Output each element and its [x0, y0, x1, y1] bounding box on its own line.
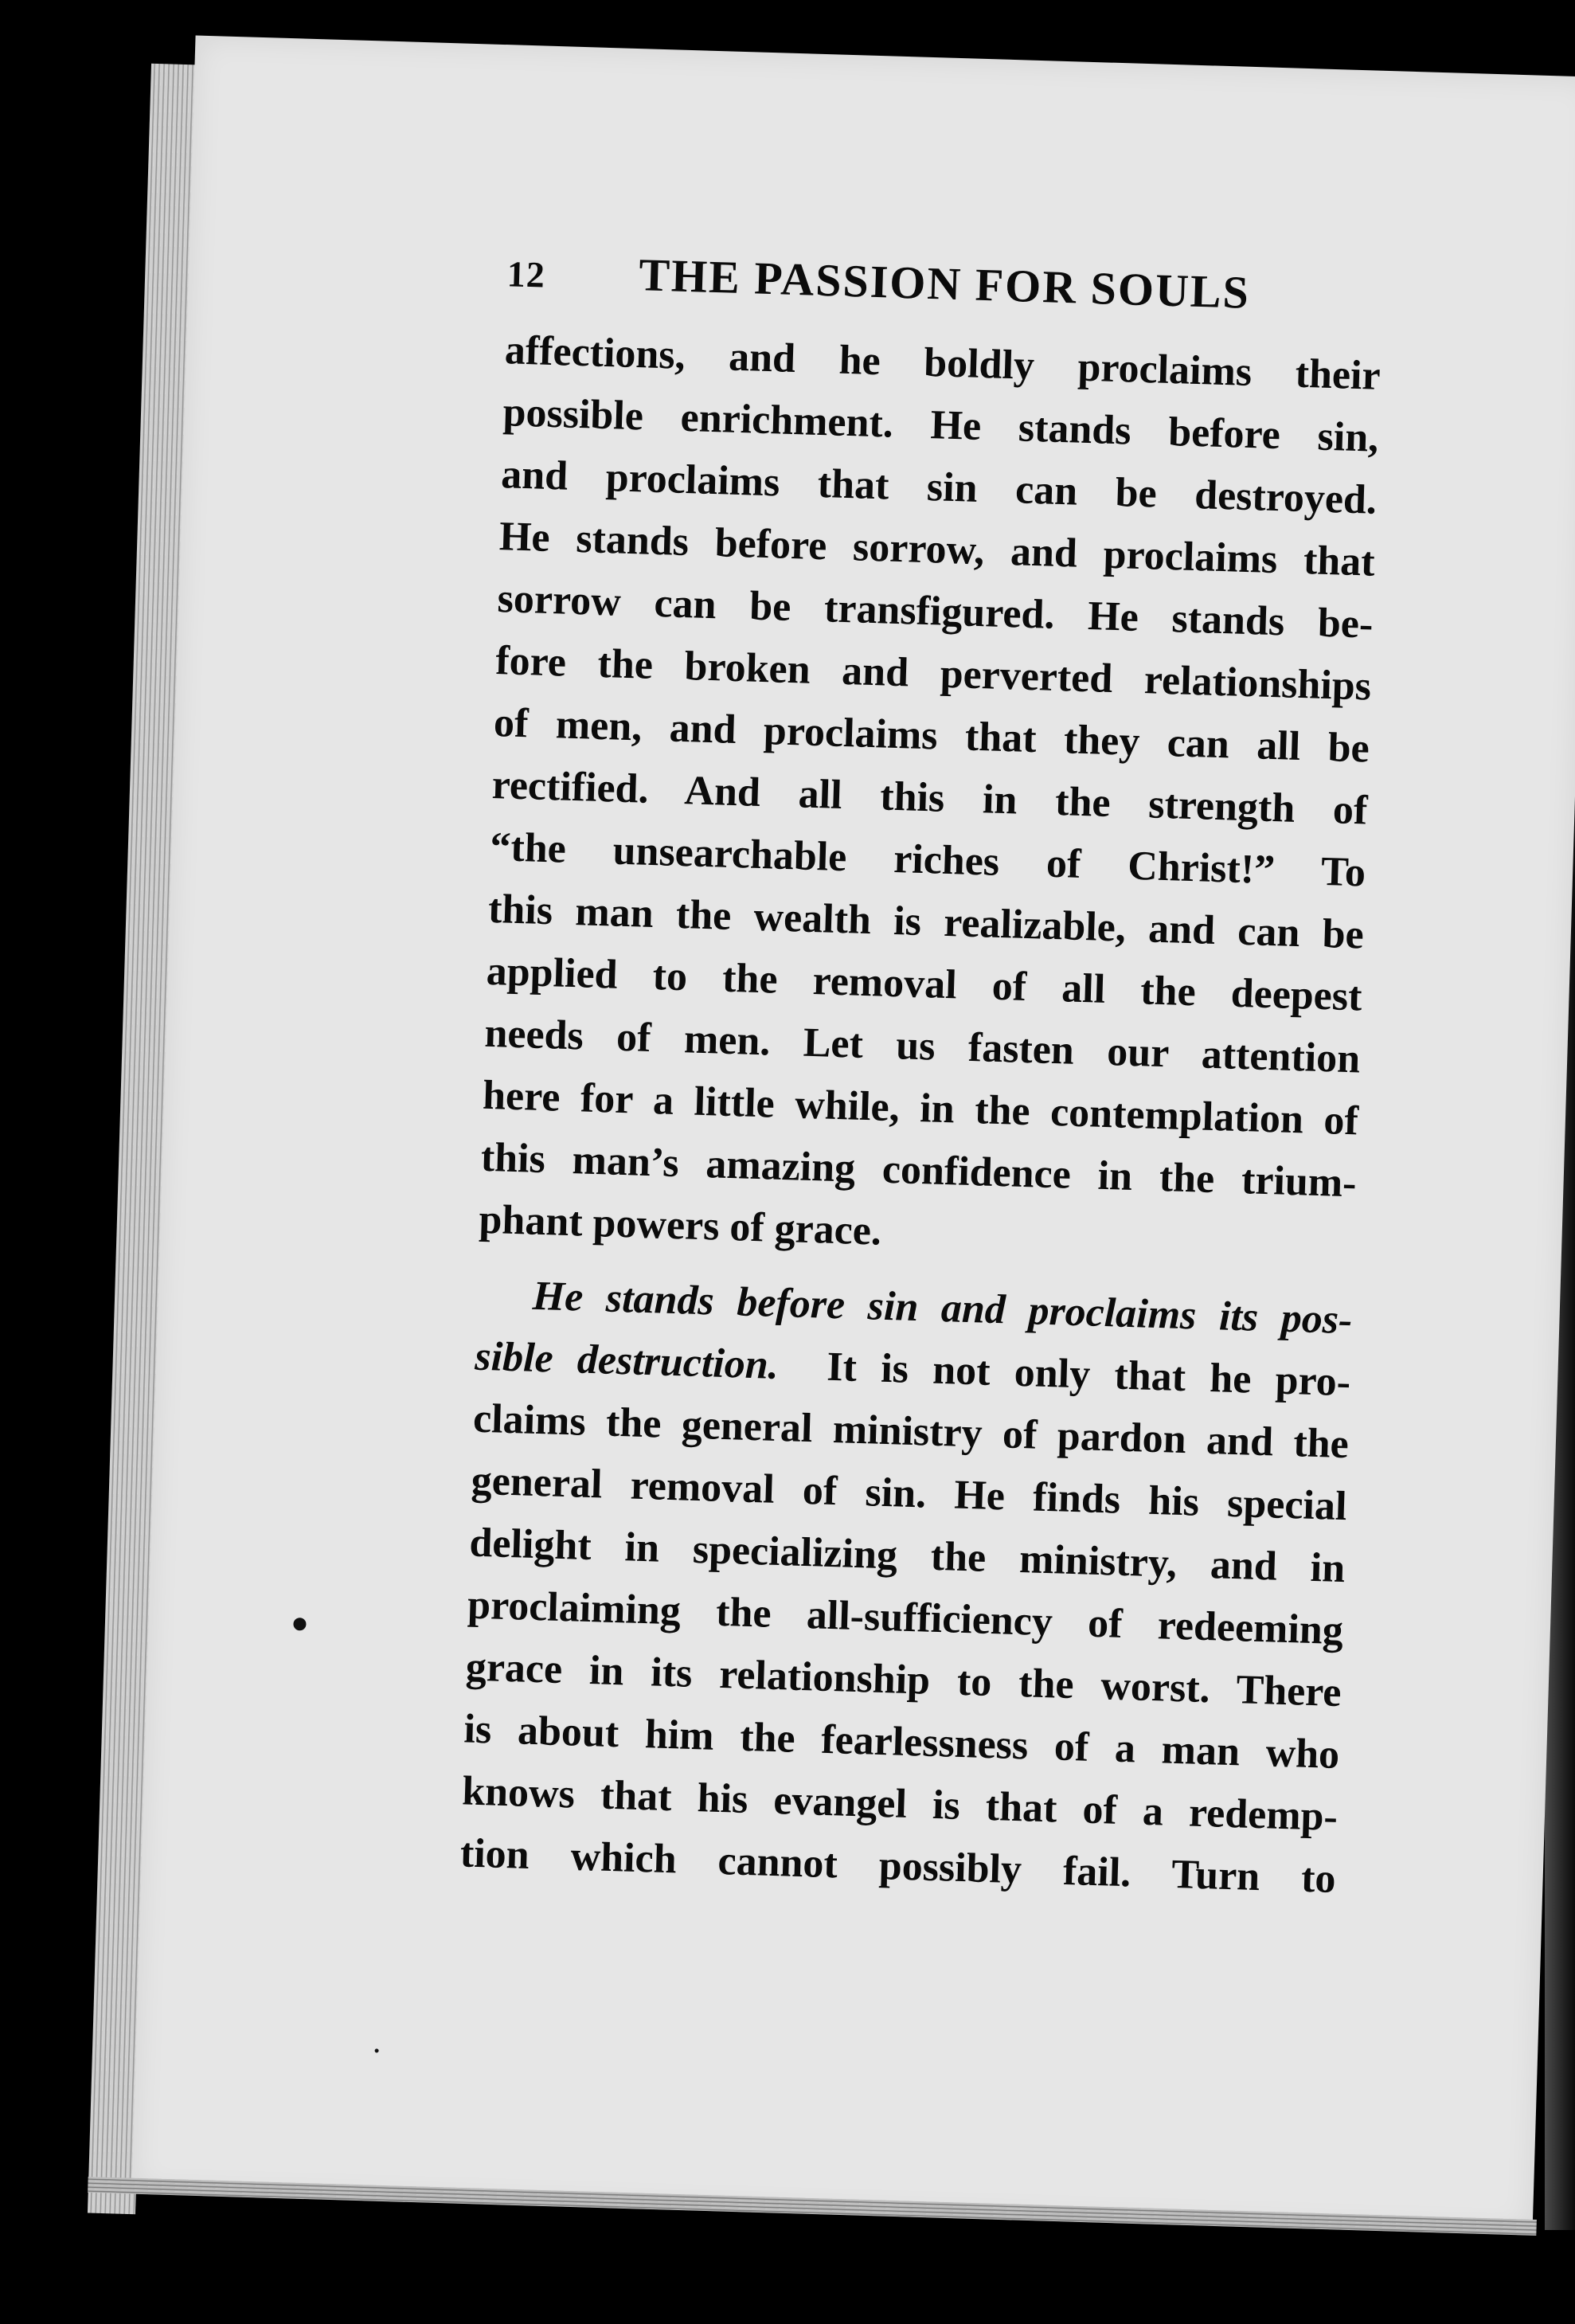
- text-line: He stands before sorrow, and proclaims that: [498, 514, 1376, 585]
- text-line: fore the broken and perverted relationships: [494, 638, 1372, 710]
- text-line: grace in its relationship to the worst. There: [465, 1644, 1342, 1716]
- text-line: needs of men. Let us fasten our attention: [483, 1010, 1361, 1082]
- text-line: here for a little while, in the contemplation of: [482, 1072, 1359, 1144]
- running-head: [506, 244, 1542, 328]
- text-line: of men, and proclaims that they can all be: [493, 699, 1370, 772]
- italic-lead-line: He stands before sin and proclaims its pos-: [531, 1273, 1354, 1344]
- book-page: [131, 35, 1575, 2234]
- text-line: tion which cannot possibly fail. Turn to: [459, 1830, 1337, 1902]
- text-line: this man the wealth is realizable, and can be: [487, 886, 1365, 958]
- text-line: “the unsearchable riches of Christ!” To: [489, 824, 1366, 896]
- text-line: rectified. And all this in the strength of: [490, 761, 1369, 834]
- italic-lead-end: sible destruction.: [474, 1333, 780, 1388]
- page-number: 12: [506, 253, 546, 295]
- running-title: THE PASSION FOR SOULS: [638, 248, 1251, 319]
- text-line: and proclaims that sin can be destroyed.: [500, 452, 1378, 523]
- text-line: this man’s amazing confidence in the trium-: [480, 1134, 1358, 1207]
- text-line: sorrow can be transfigured. He stands be-: [496, 576, 1374, 648]
- text-line: delight in specializing the ministry, and in: [468, 1520, 1346, 1592]
- body-text: [459, 319, 1382, 1911]
- text-line: claims the general ministry of pardon and the: [472, 1395, 1350, 1468]
- ink-speck: [375, 2048, 379, 2052]
- text-line: general removal of sin. He finds his special: [471, 1457, 1348, 1530]
- text-line: possible enrichment. He stands before sin,: [502, 389, 1380, 461]
- text-line: proclaiming the all-sufficiency of redeeming: [467, 1582, 1344, 1654]
- text-line: phant powers of grace.: [478, 1196, 882, 1254]
- text-line: is about him the fearlessness of a man who: [463, 1706, 1341, 1778]
- text-run: It is not only that he pro-: [826, 1344, 1351, 1406]
- text-line: applied to the removal of all the deepest: [486, 948, 1363, 1020]
- ink-speck: [293, 1618, 306, 1630]
- text-line: knows that his evangel is that of a redemp-: [461, 1768, 1339, 1841]
- text-line: affections, and he boldly proclaims their: [504, 327, 1382, 399]
